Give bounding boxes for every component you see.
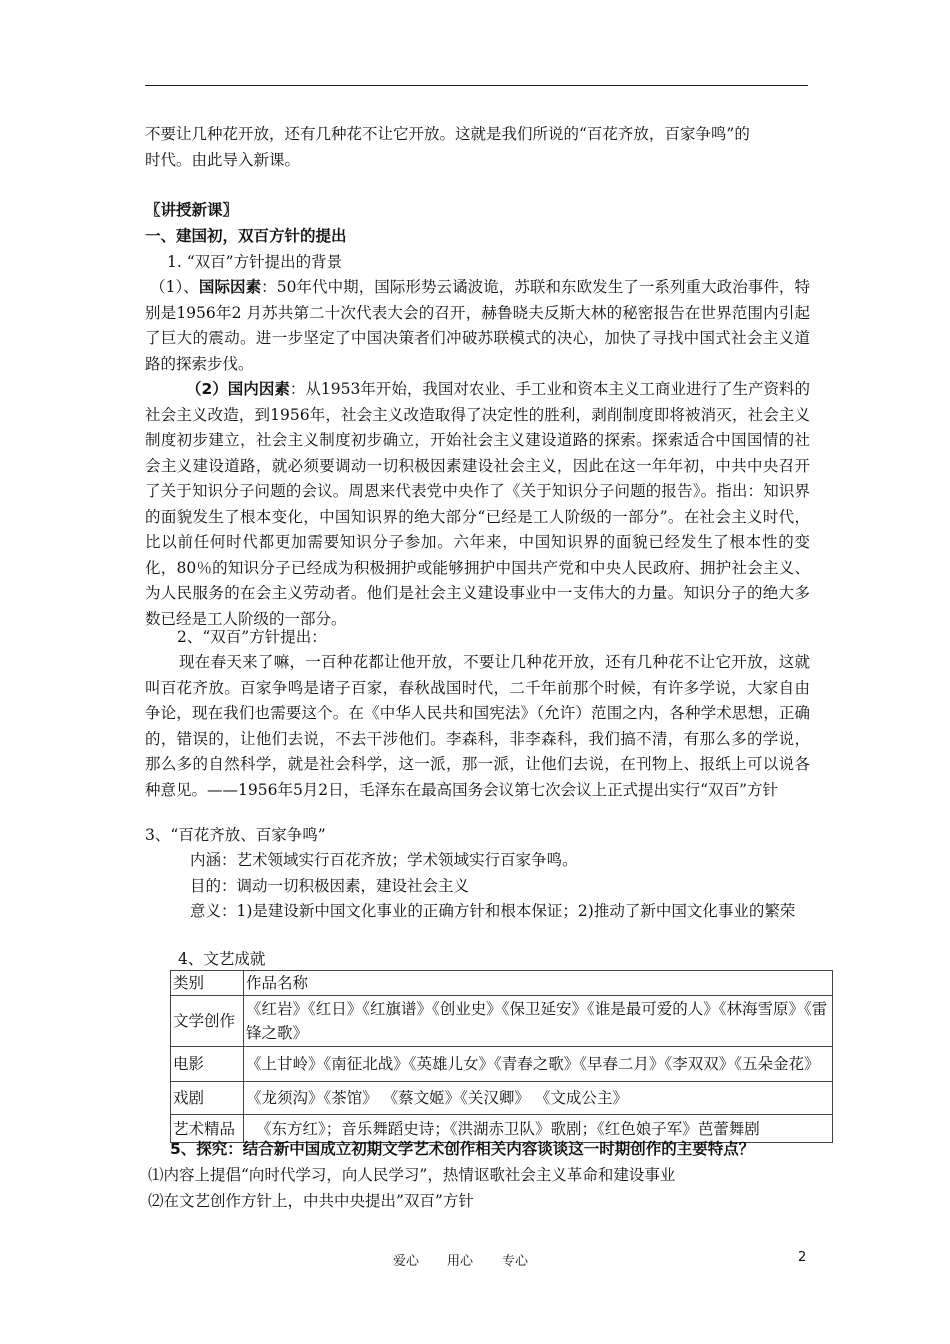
purpose-line: 目的：调动一切积极因素，建设社会主义 [190, 877, 470, 895]
intro-line-2: 时代。由此导入新课。 [145, 151, 301, 169]
domestic-factors-paragraph [145, 377, 810, 632]
connotation-line: 内涵：艺术领域实行百花齐放；学术领域实行百家争鸣。 [190, 851, 578, 869]
table-row [171, 996, 833, 1047]
domestic-text: ：从1953年开始，我国对农业、手工业和资本主义工商业进行了生产资料的社会主义改造，到1956年，社会主义改造取得了决定性的胜利，剥削制度即将被消灭，社会主义制度初步建立，社会主义制度初步确立，开始社会主义建设道路的探索。探索适合中国国情的社会主义建设道路，就必须要调动一切积极因素建设社会主义，因此在这一年年初，中共中央召开了关于知识分子问题的会议。周恩来代表党中央作了《关于知识分子问题的报告》。指出：知识界的面貌发生了根本变化，中国知识界的绝大部分“已经是工人阶级的一部分”。在社会主义时代，比以前任何时代都更加需要知识分子参加。六年来，中国知识界的面貌已经发生了根本性的变化，80％的知识分子已经成为积极拥护或能够拥护中国共产党和中央人民政府、拥护社会主义、为人民服务的在会主义劳动者。他们是社会主义建设事业中一支伟大的力量。知识分子的绝大多数已经是工人阶级的一部分。 [145, 380, 810, 628]
row-works: 《东方红》；音乐舞蹈史诗；《洪湖赤卫队》歌剧；《红色娘子军》芭蕾舞剧 [244, 1115, 833, 1143]
intl-label: 国际因素 [198, 278, 262, 296]
lesson-heading: 〖讲授新课〗 [145, 201, 239, 219]
row-works: 《红岩》《红日》《红旗谱》《创业史》《保卫延安》《谁是最可爱的人》《林海雪原》《雷锋之歌》 [244, 996, 833, 1047]
intro-line-1: 不要让几种花开放，还有几种花不让它开放。这就是我们所说的“百花齐放，百家争鸣”的 [145, 125, 750, 143]
header-rule [145, 85, 808, 86]
domestic-label: （2）国内因素 [186, 380, 290, 398]
subsection-4-title: 4、文艺成就 [178, 950, 266, 968]
row-category: 文学创作 [171, 996, 244, 1047]
table-row [171, 1047, 833, 1082]
literary-achievements-table [170, 970, 833, 1143]
intl-prefix: （1）、 [150, 278, 199, 296]
row-category: 艺术精品 [171, 1115, 244, 1143]
explore-item: ⑴内容上提倡“向时代学习，向人民学习”，热情讴歌社会主义革命和建设事业 [148, 1166, 676, 1184]
subsection-2-title: 2、“双百”方针提出： [177, 628, 327, 646]
explore-item: ⑵在文艺创作方针上，中共中央提出”双百”方针 [148, 1192, 474, 1210]
footer-slogan-1: 爱心 [393, 1254, 420, 1269]
header-category: 类别 [171, 971, 244, 996]
row-works: 《龙须沟》《茶馆》 《蔡文姬》《关汉卿》 《文成公主》 [244, 1082, 833, 1115]
row-works: 《上甘岭》《南征北战》《英雄儿女》《青春之歌》《早春二月》《李双双》《五朵金花》 [244, 1047, 833, 1082]
international-factors-paragraph [145, 275, 810, 377]
table-header-row [171, 971, 833, 996]
subsection-1-title: 1. “双百”方针提出的背景 [167, 253, 343, 271]
explore-title: 5、探究：结合新中国成立初期文学艺术创作相关内容谈谈这一时期创作的主要特点？ [170, 1140, 755, 1158]
significance-line: 意义：1)是建设新中国文化事业的正确方针和根本保证；2)推动了新中国文化事业的繁荣 [190, 902, 796, 920]
subsection-3-title: 3、“百花齐放、百家争鸣” [145, 826, 326, 844]
page-number: 2 [798, 1250, 807, 1265]
row-category: 电影 [171, 1047, 244, 1082]
intl-text: ：50年代中期，国际形势云谲波诡，苏联和东欧发生了一系列重大政治事件，特别是1956年2 月苏共第二十次代表大会的召开，赫鲁晓夫反斯大林的秘密报告在世界范围内引起了巨大的震动。进一步坚定了中国决策者们冲破苏联模式的决心，加快了寻找中国式社会主义道路的探索步伐。 [145, 278, 810, 373]
table-row [171, 1082, 833, 1115]
mao-quote-paragraph: 现在春天来了嘛，一百种花都让他开放，不要让几种花开放，还有几种花不让它开放，这就叫百花齐放。百家争鸣是诸子百家，春秋战国时代，二千年前那个时候，有许多学说，大家自由争论，现在我们也需要这个。在《中华人民共和国宪法》（允许）范围之内，各种学术思想，正确的，错误的，让他们去说，不去干涉他们。李森科，非李森科，我们搞不清，有那么多的学说，那么多的自然科学，就是社会科学，这一派，那一派，让他们去说，在刊物上、报纸上可以说各种意见。——1956年5月2日，毛泽东在最高国务会议第七次会议上正式提出实行“双百”方针 [145, 653, 810, 799]
footer-slogan-3: 专心 [502, 1254, 529, 1269]
footer-slogan-2: 用心 [447, 1254, 474, 1269]
section-1-title: 一、建国初，双百方针的提出 [145, 227, 347, 245]
row-category: 戏剧 [171, 1082, 244, 1115]
header-works: 作品名称 [244, 971, 833, 996]
